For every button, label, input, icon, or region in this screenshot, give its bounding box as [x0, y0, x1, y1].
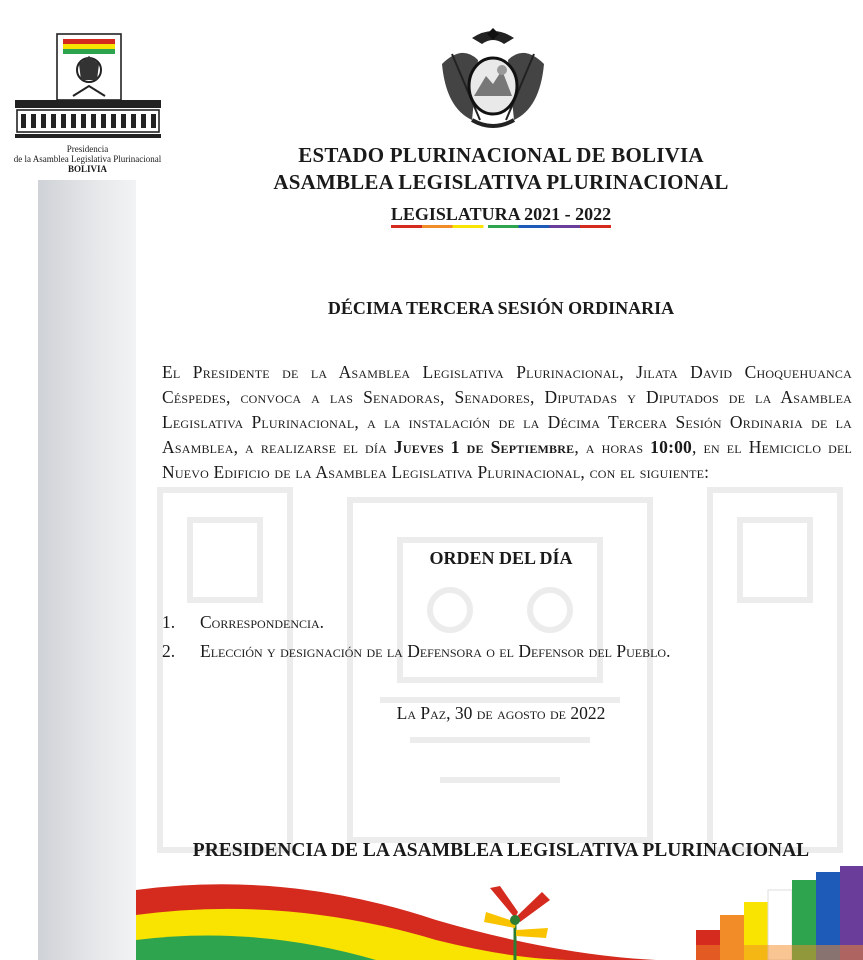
legislative-palace-icon — [13, 30, 163, 142]
body-time: 10:00 — [650, 437, 692, 457]
side-gray-stripe — [38, 180, 136, 960]
convocation-paragraph — [162, 360, 852, 485]
document-header — [150, 142, 852, 231]
logo-caption-line1: Presidencia — [66, 144, 109, 154]
list-item-text: Elección y designación de la Defensora o el Defensor del Pueblo. — [200, 641, 671, 661]
list-item-text: Correspondencia. — [200, 612, 325, 632]
bolivia-coat-of-arms-icon — [432, 24, 554, 134]
legislatura-block — [391, 204, 611, 231]
body-part3: , en el Hemiciclo del Nuevo Edificio de la Asamblea Legislativa Plurinacional, con el siguiente: — [162, 437, 853, 482]
list-item — [162, 608, 852, 637]
header-line1: ESTADO PLURINACIONAL DE BOLIVIA — [298, 143, 704, 167]
session-title: DÉCIMA TERCERA SESIÓN ORDINARIA — [327, 298, 675, 318]
list-item-number: 1. — [162, 612, 176, 632]
header-line2: ASAMBLEA LEGISLATIVA PLURINACIONAL — [273, 170, 729, 194]
logo-caption-line2: de la Asamblea Legislativa Plurinacional — [13, 154, 162, 164]
body-part1: El Presidente de la Asamblea Legislativa Plurinacional, Jilata David Choquehuanca Céspedes, convoca a las Senadoras, Senadores, Diputadas y Diputados de la Asamblea Legislativa Plurinacional, a la instalación de la Décima Tercera Sesión Ordinaria de la Asamblea, a realizarse el día — [162, 362, 852, 457]
body-part2: , a horas — [574, 437, 651, 457]
logo-caption — [10, 144, 165, 174]
body-date: Jueves 1 de Septiembre — [393, 437, 575, 457]
legislatura-label: LEGISLATURA 2021 - 2022 — [390, 204, 612, 224]
list-item-number: 2. — [162, 641, 176, 661]
place-date: La Paz, 30 de agosto de 2022 — [396, 703, 606, 723]
wiphala-underline — [391, 225, 611, 228]
tiwanaku-watermark — [150, 480, 850, 860]
footer-title: PRESIDENCIA DE LA ASAMBLEA LEGISLATIVA PLURINACIONAL — [192, 840, 810, 861]
agenda-list — [162, 608, 852, 666]
kantuta-flower-icon — [470, 878, 560, 960]
agenda-title: ORDEN DEL DÍA — [429, 548, 573, 568]
logo-caption-line3: BOLIVIA — [67, 164, 107, 174]
presidencia-logo — [10, 30, 165, 174]
list-item — [162, 637, 852, 666]
